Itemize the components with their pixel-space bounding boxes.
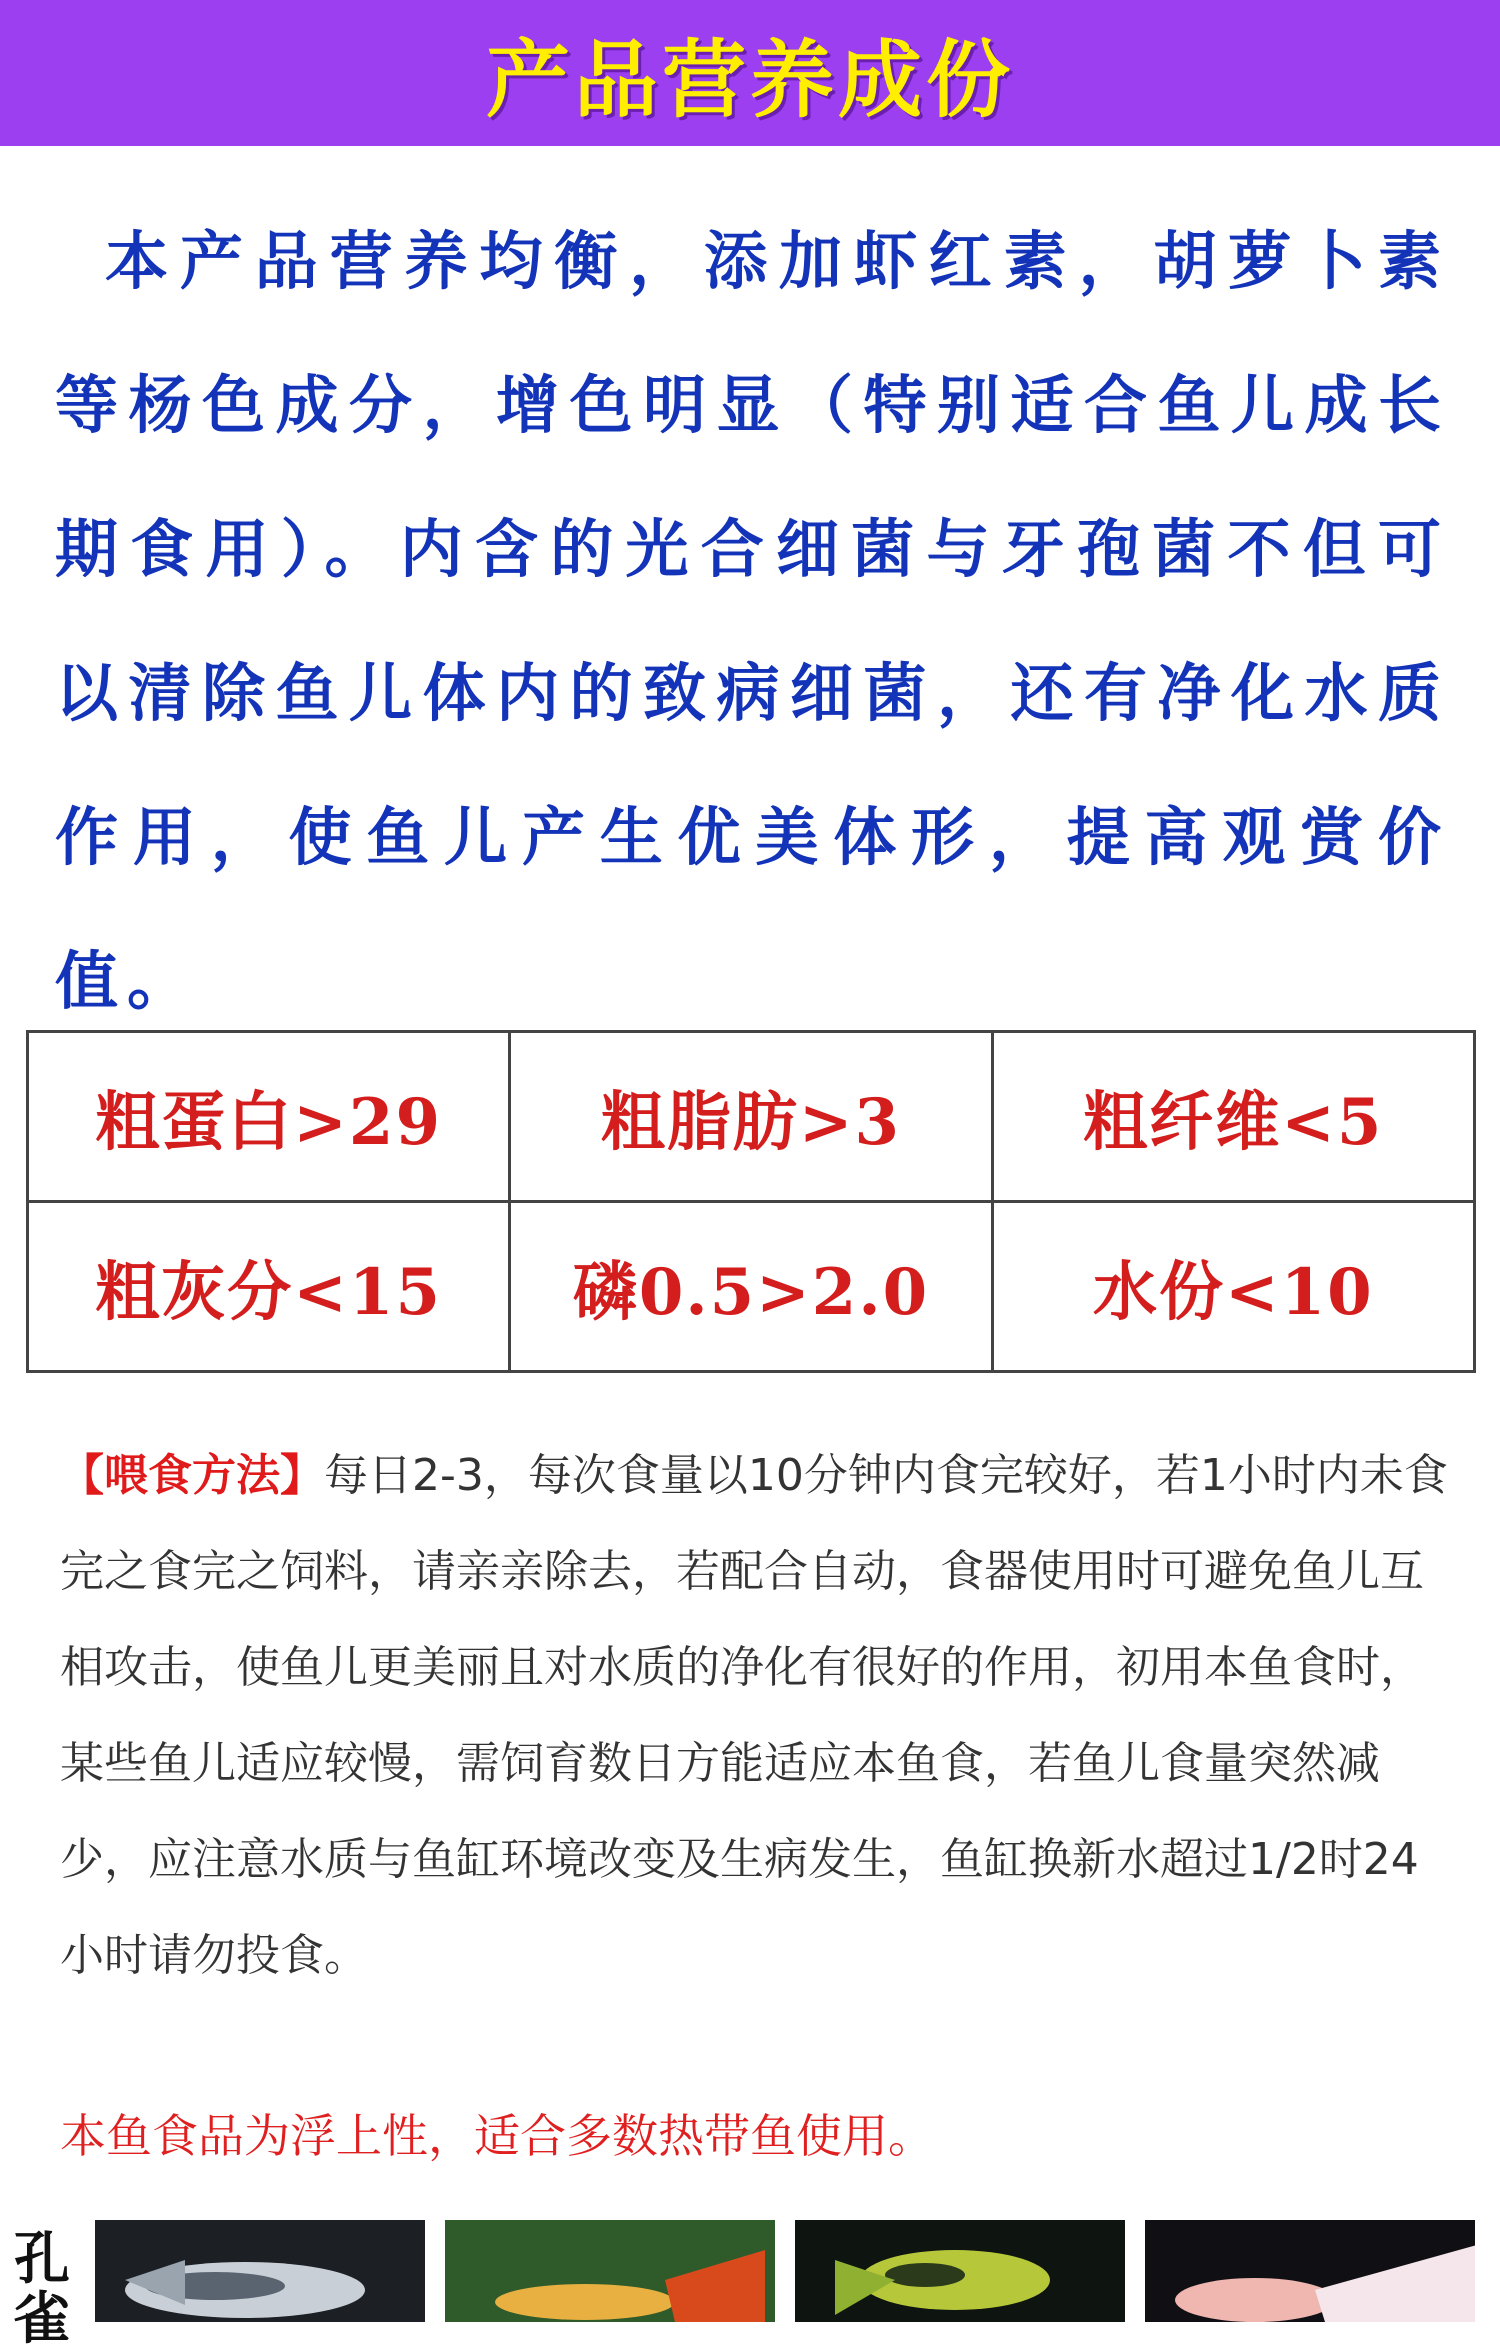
side-label: 孔雀: [14, 2227, 70, 2352]
nutrition-cell: 粗纤维<5: [992, 1032, 1474, 1202]
fish-photo: [95, 2220, 425, 2322]
nutrition-cell: 水份<10: [992, 1202, 1474, 1372]
header-banner: [0, 0, 1500, 146]
fish-gallery: [95, 2220, 1500, 2322]
nutrition-cell: 粗脂肪>3: [510, 1032, 992, 1202]
feeding-text: 每日2-3，每次食量以10分钟内食完较好，若1小时内未食完之食完之饲料，请亲亲除去，若配合自动，食器使用时可避免鱼儿互相攻击，使鱼儿更美丽且对水质的净化有很好的作用，初用本鱼食时，某些鱼儿适应较慢，需饲育数日方能适应本鱼食，若鱼儿食量突然减少，应注意水质与鱼缸环境改变及生病发生，鱼缸换新水超过1/2时24小时请勿投食。: [60, 1450, 1448, 1981]
product-intro: 本产品营养均衡，添加虾红素，胡萝卜素等杨色成分，增色明显（特别适合鱼儿成长期食用）。内含的光合细菌与牙孢菌不但可以清除鱼儿体内的致病细菌，还有净化水质作用，使鱼儿产生优美体形，提高观赏价值。: [55, 225, 1450, 1018]
feeding-keyword: 【喂食方法】: [60, 1450, 324, 1501]
nutrition-cell: 粗蛋白>29: [28, 1032, 510, 1202]
fish-photo: [445, 2220, 775, 2322]
page-title: 产品营养成份: [485, 30, 1014, 129]
nutrition-cell: 粗灰分<15: [28, 1202, 510, 1372]
table-row: [28, 1202, 1475, 1372]
fish-photo: [795, 2220, 1125, 2322]
feeding-instructions: [60, 1428, 1450, 2004]
fish-photo: [1145, 2220, 1475, 2322]
nutrition-table: [26, 1030, 1476, 1373]
table-row: [28, 1032, 1475, 1202]
floating-note: 本鱼食品为浮上性，适合多数热带鱼使用。: [60, 2109, 934, 2163]
nutrition-cell: 磷0.5>2.0: [510, 1202, 992, 1372]
